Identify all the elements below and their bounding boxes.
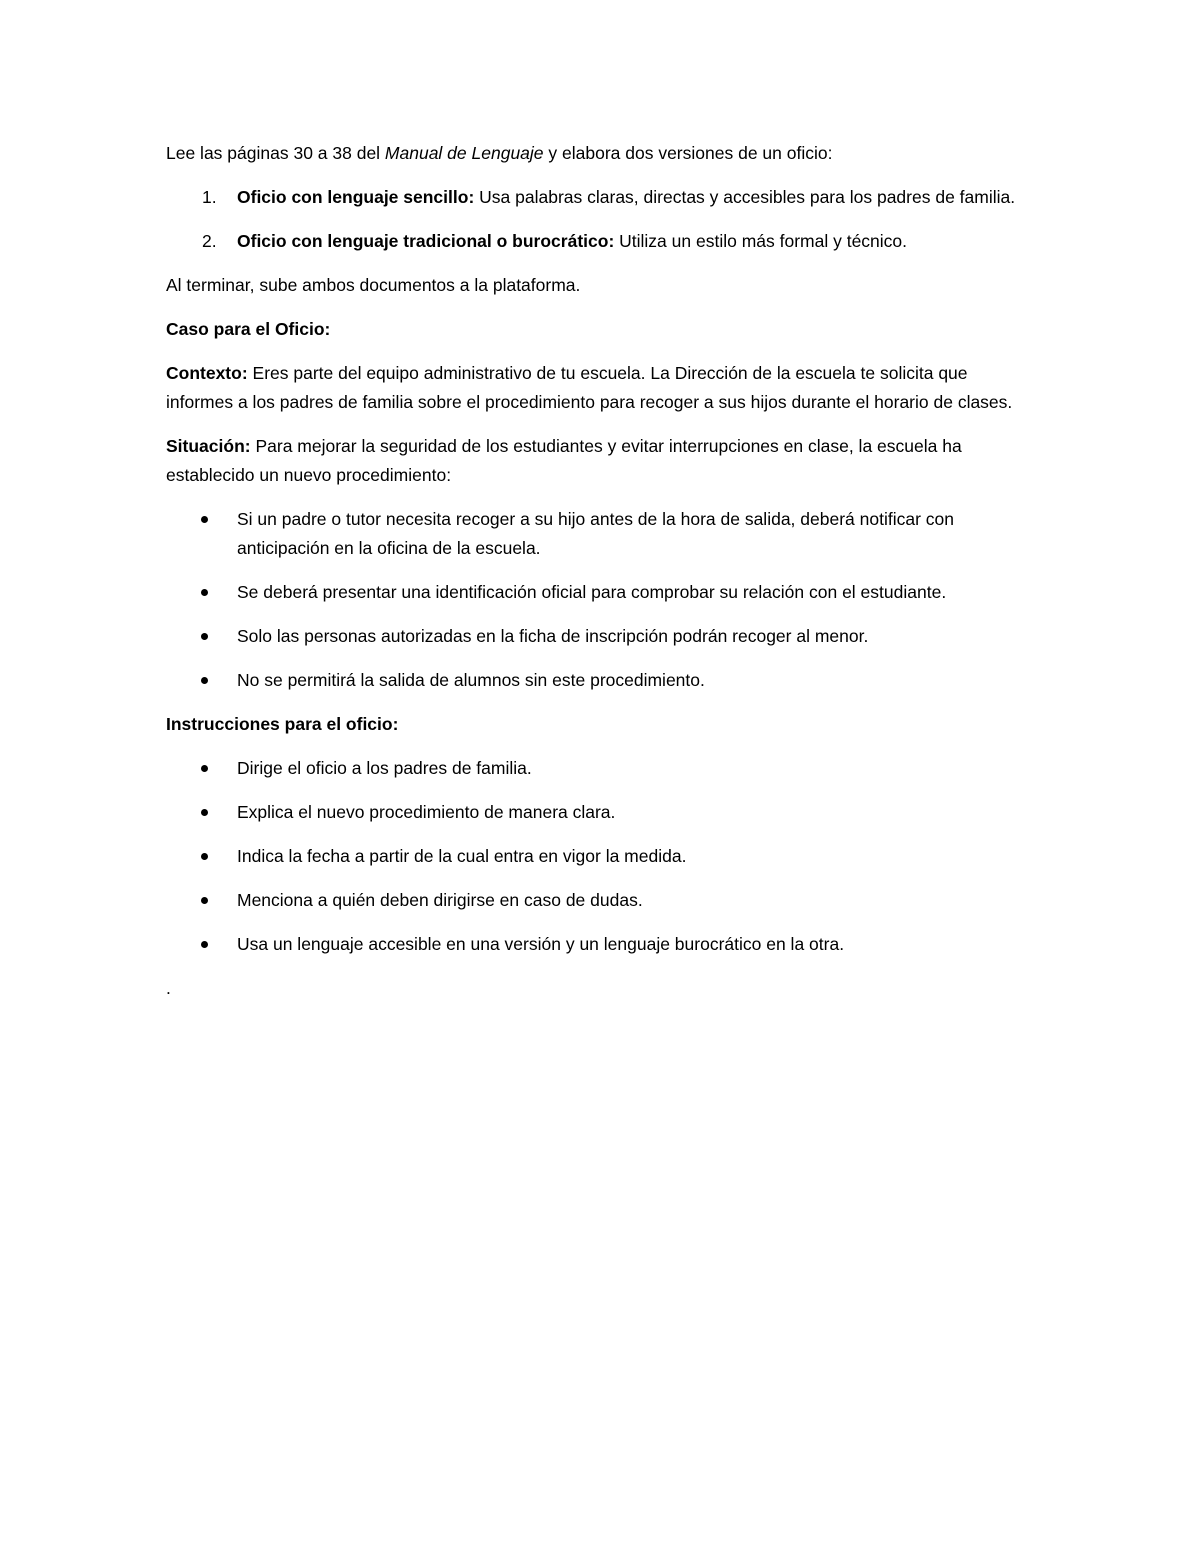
list-item xyxy=(166,798,1036,827)
bullet-icon xyxy=(201,516,208,523)
procedure-list xyxy=(166,505,1036,695)
list-number: 1. xyxy=(202,187,217,207)
list-item xyxy=(166,842,1036,871)
situation-label: Situación: xyxy=(166,436,251,456)
version-title: Oficio con lenguaje sencillo: xyxy=(237,187,475,207)
upload-note: Al terminar, sube ambos documentos a la plataforma. xyxy=(166,275,581,295)
version-text: Usa palabras claras, directas y accesibles para los padres de familia. xyxy=(474,187,1016,207)
bullet-icon xyxy=(201,589,208,596)
list-number: 2. xyxy=(202,231,217,251)
list-item-text: Si un padre o tutor necesita recoger a su hijo antes de la hora de salida, deberá notificar con anticipación en la oficina de la escuela. xyxy=(237,509,954,558)
list-item xyxy=(166,622,1036,651)
list-item xyxy=(166,505,1036,563)
list-item-text: No se permitirá la salida de alumnos sin este procedimiento. xyxy=(237,670,705,690)
case-heading: Caso para el Oficio: xyxy=(166,319,331,339)
context-text: Eres parte del equipo administrativo de tu escuela. La Dirección de la escuela te solicita que informes a los padres de familia sobre el procedimiento para recoger a sus hijos durante el horario de clases. xyxy=(166,363,1013,412)
list-item-text: Se deberá presentar una identificación oficial para comprobar su relación con el estudiante. xyxy=(237,582,947,602)
context-label: Contexto: xyxy=(166,363,248,383)
list-item-text: Solo las personas autorizadas en la ficha de inscripción podrán recoger al menor. xyxy=(237,626,869,646)
bullet-icon xyxy=(201,677,208,684)
instructions-list xyxy=(166,754,1036,959)
bullet-icon xyxy=(201,809,208,816)
bullet-icon xyxy=(201,941,208,948)
situation-text: Para mejorar la seguridad de los estudiantes y evitar interrupciones en clase, la escuela ha establecido un nuevo procedimiento: xyxy=(166,436,962,485)
list-item-text: Indica la fecha a partir de la cual entra en vigor la medida. xyxy=(237,846,687,866)
version-item xyxy=(166,183,1036,212)
version-title: Oficio con lenguaje tradicional o burocrático: xyxy=(237,231,615,251)
list-item xyxy=(166,886,1036,915)
intro-after: y elabora dos versiones de un oficio: xyxy=(543,143,833,163)
context-paragraph xyxy=(166,359,1036,417)
document-body xyxy=(166,139,1036,1018)
list-item-text: Usa un lenguaje accesible en una versión y un lenguaje burocrático en la otra. xyxy=(237,934,845,954)
list-item-text: Dirige el oficio a los padres de familia. xyxy=(237,758,532,778)
trailing-mark: . xyxy=(166,978,171,998)
version-text: Utiliza un estilo más formal y técnico. xyxy=(614,231,908,251)
intro-paragraph xyxy=(166,139,1036,168)
list-item-text: Menciona a quién deben dirigirse en caso de dudas. xyxy=(237,890,643,910)
bullet-icon xyxy=(201,897,208,904)
situation-paragraph xyxy=(166,432,1036,490)
list-item xyxy=(166,666,1036,695)
list-item xyxy=(166,754,1036,783)
instructions-heading: Instrucciones para el oficio: xyxy=(166,714,399,734)
bullet-icon xyxy=(201,765,208,772)
version-item xyxy=(166,227,1036,256)
list-item xyxy=(166,930,1036,959)
bullet-icon xyxy=(201,853,208,860)
list-item-text: Explica el nuevo procedimiento de manera clara. xyxy=(237,802,616,822)
manual-title: Manual de Lenguaje xyxy=(384,143,544,163)
versions-list xyxy=(166,183,1036,256)
list-item xyxy=(166,578,1036,607)
intro-before: Lee las páginas 30 a 38 del xyxy=(166,143,385,163)
bullet-icon xyxy=(201,633,208,640)
